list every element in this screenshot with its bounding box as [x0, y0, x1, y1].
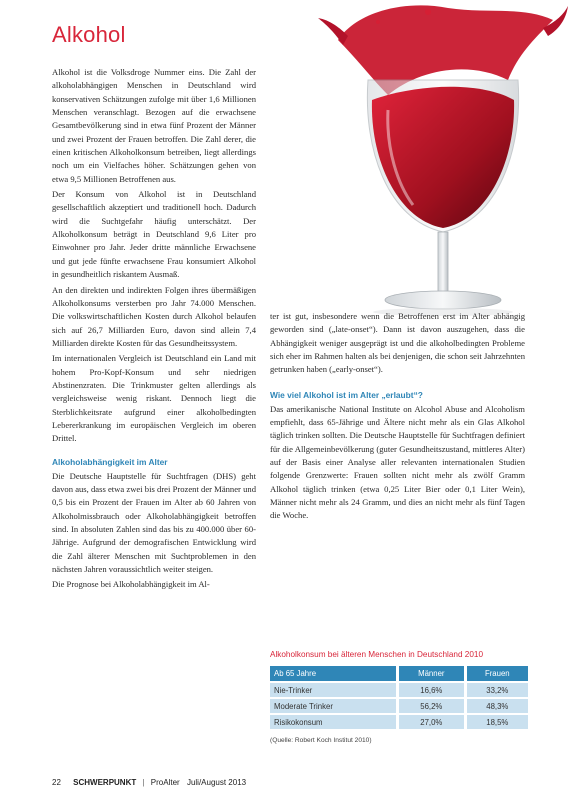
paragraph: An den direkten und indirekten Folgen ihres übermäßigen Alkoholkonsums versterben pro Jahr 74.000 Menschen. Die volkswirtschaftlichen Kosten durch Alkohol belaufen sich auf 26,7 Milliarden Euro, davon sind allein 7,4 Milliarden direkte Kosten für das Gesundheitssystem. — [52, 284, 256, 348]
alcohol-consumption-table — [270, 664, 528, 731]
table-row — [270, 715, 528, 729]
table-cell: 18,5% — [467, 715, 528, 729]
paragraph: Im internationalen Vergleich ist Deutschland ein Land mit hohem Pro-Kopf-Konsum und sehr niedrigen Abstinenzraten. Die Trinkmuster gelten allerdings als vergleichsweise wenig riskant. Dennoch liegt die Sterblichkeitsrate aufgrund einer alkoholbedingten Lebererkrankung im europäischen Vergleich im oberen Drittel. — [52, 353, 256, 444]
section-heading: Wie viel Alkohol ist im Alter „erlaubt“? — [270, 389, 423, 400]
table-caption: Alkoholkonsum bei älteren Menschen in Deutschland 2010 — [270, 650, 484, 659]
page-footer — [52, 778, 246, 787]
table-cell: 16,6% — [399, 683, 464, 697]
table-header-row — [270, 666, 528, 681]
table-cell: Risikokonsum — [270, 715, 396, 729]
table-cell: 48,3% — [467, 699, 528, 713]
paragraph: Alkohol ist die Volksdroge Nummer eins. Die Zahl der alkoholabhängigen Menschen in Deutschland wird konservativen Schätzungen zufolge mit über 1,6 Millionen Menschen veranschlagt. Bezogen auf die erwachsene Gesamtbevölkerung sind in etwa fünf Prozent der Männer und zwei Prozent der Frauen betroffen. Die Zahl derer, die einen kritischen Alkoholkonsum betreiben, liegt allerdings noch um ein Vielfaches höher. Schätzungen gehen von etwa 9,5 Millionen Betroffenen aus. — [52, 67, 256, 184]
table-row — [270, 699, 528, 713]
paragraph: ter ist gut, insbesondere wenn die Betroffenen erst im Alter abhängig geworden sind („late-onset“). Dann ist davon auszugehen, dass die Abhängigkeit weniger ausgeprägt ist und die alkoholbedingten Probleme sich eher im Rahmen halten als bei denjenigen, die schon seit Jahrzehnten getrunken haben („early-onset“). — [270, 311, 525, 375]
page-number: 22 — [52, 778, 61, 787]
paragraph: Der Konsum von Alkohol ist in Deutschland gesellschaftlich akzeptiert und traditionell hoch. Dadurch wird die Suchtgefahr häufig unterschätzt. Der Alkoholkonsum beträgt in Deutschland 9,6 Liter pro Einwohner pro Jahr. Jeder dritte männliche Erwachsene und gut jede fünfte erwachsene Frau konsumiert Alkohol in gesundheitlich riskantem Ausmaß. — [52, 189, 256, 280]
magazine-name: ProAlter — [150, 778, 180, 787]
table-header-cell: Frauen — [467, 666, 528, 681]
table-cell: 27,0% — [399, 715, 464, 729]
table-cell: Nie-Trinker — [270, 683, 396, 697]
left-column — [52, 66, 256, 594]
table-cell: 56,2% — [399, 699, 464, 713]
issue-date: Juli/August 2013 — [186, 778, 247, 787]
table-source: (Quelle: Robert Koch Institut 2010) — [270, 737, 372, 744]
table-header-cell: Männer — [399, 666, 464, 681]
right-column — [270, 310, 525, 525]
table-row — [270, 683, 528, 697]
footer-separator: | — [142, 778, 145, 787]
wine-glass-illustration — [318, 0, 568, 318]
table-cell: Moderate Trinker — [270, 699, 396, 713]
paragraph: Das amerikanische National Institute on Alcohol Abuse and Alcoholism empfiehlt, dass 65-Jährige und Ältere nicht mehr als ein Glas Alkohol täglich trinken sollten. Die Deutsche Hauptstelle für Suchtfragen definiert für die Allgemeinbevölkerung (guter Gesundheitszustand, mittleres Alter) auf der Basis einer Analyse aller relevanten internationalen Studien folgende Grenzwerte: Frauen sollten nicht mehr als zwölf Gramm Alkohol täglich trinken (etwa 0,25 Liter Bier oder 0,1 Liter Wein), Männer nicht mehr als 24 Gramm, und dies an nicht mehr als fünf Tagen die Woche. — [270, 403, 525, 521]
table-header-cell: Ab 65 Jahre — [270, 666, 396, 681]
table-cell: 33,2% — [467, 683, 528, 697]
alcohol-consumption-table-block — [270, 650, 525, 744]
section-name: SCHWERPUNKT — [73, 778, 137, 787]
paragraph: Die Deutsche Hauptstelle für Suchtfragen (DHS) geht davon aus, dass etwa zwei bis drei Prozent der Männer und 0,5 bis ein Prozent der Frauen im Alter ab 60 Jahren von Alkoholmissbrauch oder Alkoholabhängigkeit betroffen sind. In absoluten Zahlen sind das bis zu 400.000 über 60-Jährige. Aufgrund der demografischen Entwicklung wird die Zahl älterer Menschen mit Suchtproblemen in den nächsten Jahren voraussichtlich weiter steigen. — [52, 470, 256, 575]
paragraph: Die Prognose bei Alkoholabhängigkeit im Al- — [52, 579, 210, 590]
page-title: Alkohol — [52, 22, 126, 47]
section-heading: Alkoholabhängigkeit im Alter — [52, 456, 168, 467]
